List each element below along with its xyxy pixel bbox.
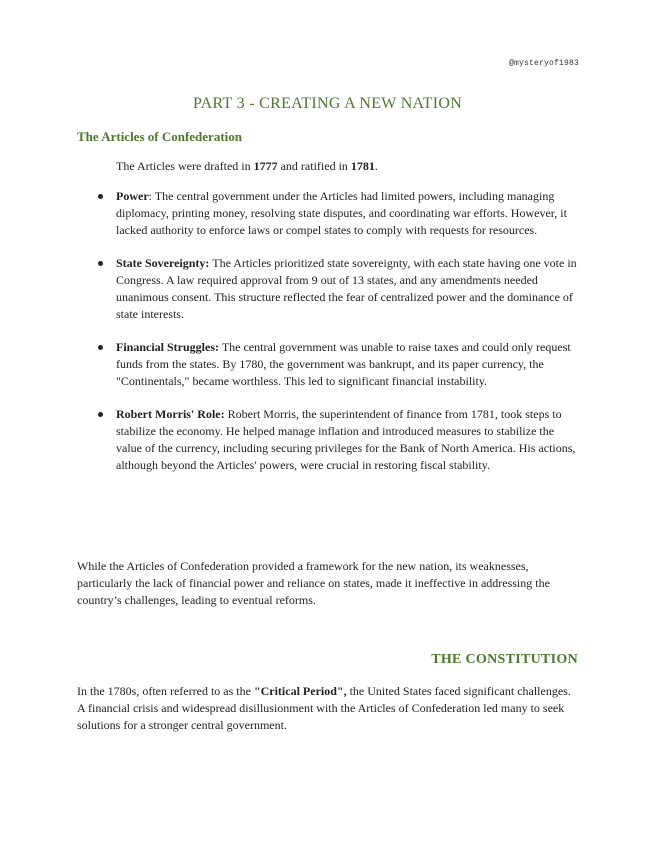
bullet-text: The central government was unable to raise taxes and could only request funds from the states. By 1780, the government was bankrupt, and its paper currency, the "Continentals," became worthless. This led to significant financial instability. bbox=[116, 340, 571, 388]
bullet-item-financial-struggles bbox=[116, 339, 578, 390]
bullet-text: The Articles prioritized state sovereignty, with each state having one vote in Congress. A law required approval from 9 out of 13 states, and any amendments needed unanimous consent. This structure reflected the fear of centralized power and the dominance of state interests. bbox=[116, 256, 577, 321]
bullet-term: State Sovereignty: bbox=[116, 256, 210, 270]
author-handle: @mysteryof1983 bbox=[508, 59, 579, 68]
bullet-term: Power bbox=[116, 189, 149, 203]
bullet-term: Financial Struggles: bbox=[116, 340, 220, 354]
bullet-text: The central government under the Articles had limited powers, including managing diplomacy, printing money, resolving state disputes, and coordinating war efforts. However, it lacked authority to enforce laws or compel states to comply with requests for resources. bbox=[116, 189, 567, 237]
constitution-paragraph bbox=[77, 683, 579, 734]
constitution-text-2: the United States faced significant challenges. A financial crisis and widespread disillusionment with the Articles of Confederation led many to seek solutions for a stronger central government. bbox=[77, 684, 571, 732]
intro-text-2: and ratified in bbox=[277, 159, 351, 173]
bullet-dot-icon bbox=[98, 345, 103, 350]
intro-text-3: . bbox=[374, 159, 378, 173]
articles-bullet-list bbox=[116, 188, 578, 490]
bullet-text: Robert Morris, the superintendent of finance from 1781, took steps to stabilize the economy. He helped manage inflation and introduced measures to stabilize the value of the currency, including securing privileges for the Bank of North America. His actions, although beyond the Articles' powers, were crucial in restoring fiscal stability. bbox=[116, 407, 576, 472]
constitution-text-1: In the 1780s, often referred to as the bbox=[77, 684, 254, 698]
bullet-dot-icon bbox=[98, 261, 103, 266]
bullet-item-power bbox=[116, 188, 578, 239]
summary-paragraph: While the Articles of Confederation provided a framework for the new nation, its weaknesses, particularly the lack of financial power and reliance on states, made it ineffective in addressing the country’s challenges, leading to eventual reforms. bbox=[77, 559, 550, 607]
bullet-dot-icon bbox=[98, 194, 103, 199]
bullet-item-robert-morris bbox=[116, 406, 578, 474]
bullet-separator: : bbox=[148, 189, 155, 203]
critical-period-term: "Critical Period", bbox=[253, 684, 347, 698]
section-heading-articles: The Articles of Confederation bbox=[77, 129, 243, 144]
bullet-item-state-sovereignty bbox=[116, 255, 578, 323]
intro-text-1: The Articles were drafted in bbox=[116, 159, 254, 173]
section-heading-constitution: THE CONSTITUTION bbox=[431, 652, 578, 667]
intro-line bbox=[116, 158, 378, 175]
intro-year-drafted: 1777 bbox=[253, 159, 278, 173]
bullet-dot-icon bbox=[98, 412, 103, 417]
bullet-term: Robert Morris' Role: bbox=[116, 407, 225, 421]
intro-year-ratified: 1781 bbox=[350, 159, 375, 173]
page-title: PART 3 - CREATING A NEW NATION bbox=[192, 95, 463, 112]
